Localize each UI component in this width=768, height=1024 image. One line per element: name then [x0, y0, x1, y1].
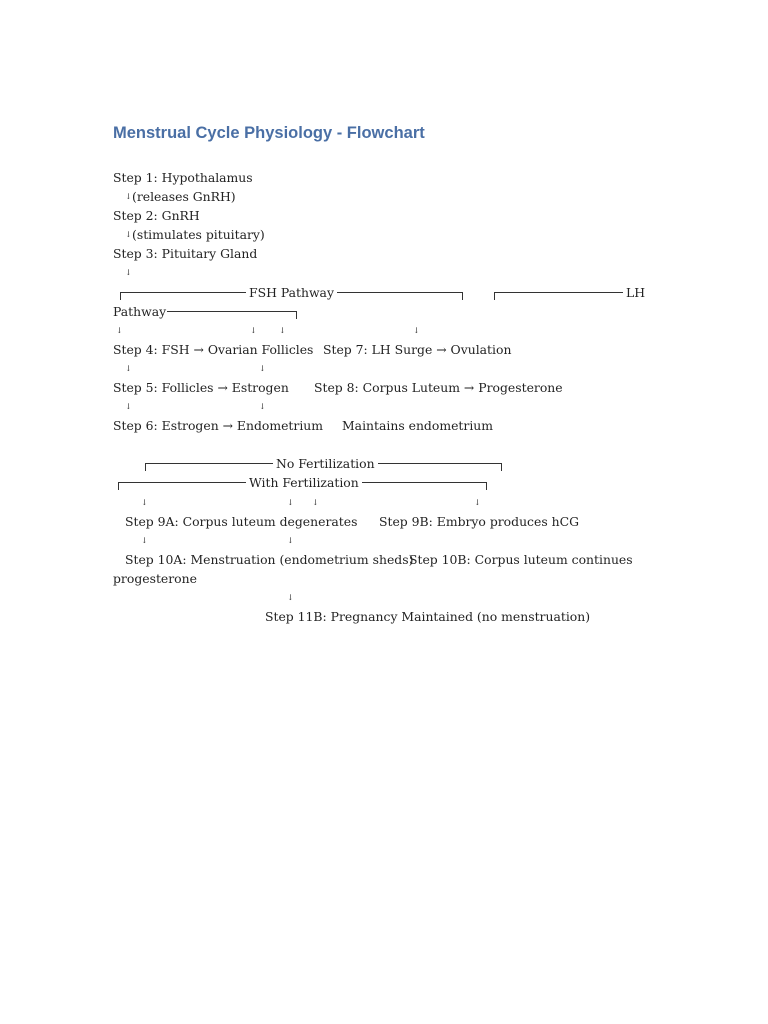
down-arrow-icon: ↓	[287, 536, 294, 545]
down-arrow-icon: ↓	[141, 536, 148, 545]
step-9b: Step 9B: Embryo produces hCG	[379, 514, 579, 529]
down-arrow-icon: ↓	[250, 326, 257, 335]
step-10b: Step 10B: Corpus luteum continues	[409, 552, 633, 567]
step-8: Step 8: Corpus Luteum → Progesterone	[314, 380, 563, 395]
lh-pathway-bracket-end	[167, 311, 297, 319]
down-arrow-icon: ↓	[259, 364, 266, 373]
fsh-pathway-label: FSH Pathway	[246, 285, 337, 300]
down-arrow-icon: ↓	[125, 364, 132, 373]
step-2-note: (stimulates pituitary)	[132, 227, 265, 242]
down-arrow-icon: ↓	[259, 402, 266, 411]
step-4: Step 4: FSH → Ovarian Follicles	[113, 342, 314, 357]
lh-pathway-label-continued: Pathway	[113, 304, 167, 319]
down-arrow-icon: ↓	[287, 593, 294, 602]
down-arrow-icon: ↓	[279, 326, 286, 335]
step-3: Step 3: Pituitary Gland	[113, 246, 258, 261]
page-title: Menstrual Cycle Physiology - Flowchart	[113, 124, 425, 142]
down-arrow-icon: ↓	[141, 498, 148, 507]
step-8-note: Maintains endometrium	[342, 418, 494, 433]
down-arrow-icon: ↓	[287, 498, 294, 507]
step-1-note: (releases GnRH)	[132, 189, 236, 204]
lh-pathway-label: LH	[626, 285, 646, 300]
down-arrow-icon: ↓	[125, 192, 132, 201]
step-5: Step 5: Follicles → Estrogen	[113, 380, 289, 395]
step-2: Step 2: GnRH	[113, 208, 200, 223]
step-7: Step 7: LH Surge → Ovulation	[323, 342, 512, 357]
no-fertilization-label: No Fertilization	[273, 456, 378, 471]
step-10b-continued: progesterone	[113, 571, 197, 586]
lh-pathway-bracket	[494, 292, 623, 300]
down-arrow-icon: ↓	[312, 498, 319, 507]
step-10a: Step 10A: Menstruation (endometrium sheds)	[125, 552, 414, 567]
down-arrow-icon: ↓	[413, 326, 420, 335]
down-arrow-icon: ↓	[125, 268, 132, 277]
with-fertilization-label: With Fertilization	[246, 475, 362, 490]
down-arrow-icon: ↓	[125, 402, 132, 411]
down-arrow-icon: ↓	[116, 326, 123, 335]
step-9a: Step 9A: Corpus luteum degenerates	[125, 514, 358, 529]
step-6: Step 6: Estrogen → Endometrium	[113, 418, 324, 433]
down-arrow-icon: ↓	[125, 230, 132, 239]
step-1: Step 1: Hypothalamus	[113, 170, 253, 185]
down-arrow-icon: ↓	[474, 498, 481, 507]
step-11b: Step 11B: Pregnancy Maintained (no menstruation)	[265, 609, 591, 624]
